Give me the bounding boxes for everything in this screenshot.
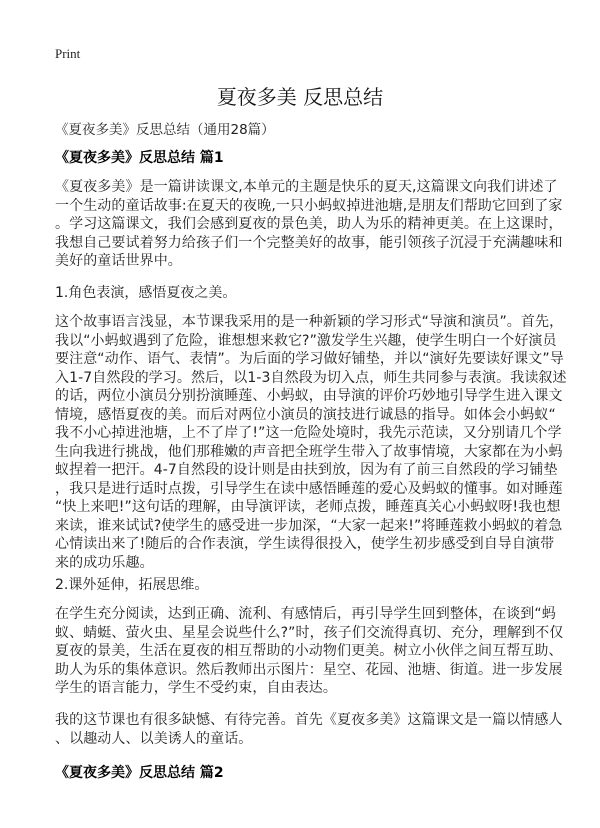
text-line: 我以“小蚂蚁遇到了危险，谁想想来救它?”激发学生兴趣，使学生明白一个好演员 <box>55 332 557 349</box>
text-line: 蚁捏着一把汗。4-7自然段的设计则是由扶到放，因为有了前三自然段的学习铺垫 <box>55 462 558 478</box>
paragraph-1 <box>55 178 563 271</box>
point-2: 2.课外延伸，拓展思维。 <box>55 577 209 593</box>
paragraph-2 <box>55 313 567 572</box>
text-line: 情境，感悟夏夜的美。而后对两位小演员的演技进行诚恳的指导。如体会小蚂蚁“ <box>55 406 556 423</box>
text-line: 生向我进行挑战，他们那稚嫩的声音把全班学生带入了故事情境，大家都在为小蚂 <box>55 443 563 460</box>
text-line: 这个故事语言浅显，本节课我采用的是一种新颖的学习形式“导演和演员”。首先， <box>55 314 564 330</box>
text-line: 学生的语言能力，学生不受约束，自由表达。 <box>55 680 337 696</box>
point-1: 1.角色表演，感悟夏夜之美。 <box>55 285 237 301</box>
text-line: 的话，两位小演员分别扮演睡莲、小蚂蚁，由导演的评价巧妙地引导学生进入课文 <box>55 388 563 404</box>
text-line: 一个生动的童话故事:在夏天的夜晚,一只小蚂蚁掉进池塘,是朋友们帮助它回到了家 <box>55 197 563 214</box>
text-line: 我不小心掉进池塘，上不了岸了!”这一危险处境时，我先示范读，又分别请几个学 <box>55 425 562 441</box>
text-line: 、以趣动人、以美诱人的童话。 <box>55 730 253 747</box>
text-line: “快上来吧!”这句话的理解，由导演评读，老师点拨，睡莲真关心小蚂蚁呀!我也想 <box>55 499 561 515</box>
section-heading-1: 《夏夜多美》反思总结 篇1 <box>55 150 224 166</box>
text-line: ，我只是进行适时点拨，引导学生在读中感悟睡莲的爱心及蚂蚁的懂事。如对睡莲 <box>55 480 563 497</box>
text-line: 来的成功乐趣。 <box>55 554 154 571</box>
text-line: 美好的童话世界中。 <box>55 253 182 269</box>
page-title: 夏夜多美 反思总结 <box>216 85 384 109</box>
text-line: 蚁、蜻蜓、萤火虫、星星会说些什么?”时，孩子们交流得真切、充分，理解到不仅 <box>55 624 564 641</box>
text-line: 在学生充分阅读，达到正确、流利、有感情后，再引导学生回到整体，在谈到“蚂 <box>55 606 556 622</box>
text-line: 来读，谁来试试?使学生的感受进一步加深，“大家一起来!”将睡莲救小蚂蚁的着急 <box>55 517 563 534</box>
paragraph-4 <box>55 711 563 748</box>
paragraph-3 <box>55 605 563 698</box>
text-line: 要注意“动作、语气、表情”。为后面的学习做好铺垫，并以“演好先要读好课文”导 <box>55 351 564 367</box>
subtitle: 《夏夜多美》反思总结（通用28篇） <box>55 122 275 138</box>
text-line: 。学习这篇课文，我们会感到夏夜的景色美，助人为乐的精神更美。在上这课时， <box>55 216 563 232</box>
text-line: 我的这节课也有很多缺憾、有待完善。首先《夏夜多美》这篇课文是一篇以情感人 <box>55 712 563 728</box>
text-line: 我想自己要试着努力给孩子们一个完整美好的故事，能引领孩子沉浸于充满趣味和 <box>55 234 563 251</box>
text-line: 入1-7自然段的学习。然后，以1-3自然段为切入点，师生共同参与表演。我读叙述 <box>55 369 567 386</box>
text-line: 心情读出来了!随后的合作表演，学生读得很投入，使学生初步感受到自导自演带 <box>55 536 555 552</box>
text-line: 《夏夜多美》是一篇讲读课文,本单元的主题是快乐的夏天,这篇课文向我们讲述了 <box>55 179 558 195</box>
text-line: 夏夜的景美，生活在夏夜的相互帮助的小动物们更美。树立小伙伴之间互帮互助、 <box>55 643 563 659</box>
text-line: 助人为乐的集体意识。然后教师出示图片：星空、花园、池塘、街道。进一步发展 <box>55 661 563 678</box>
print-label: Print <box>55 46 81 61</box>
section-heading-2: 《夏夜多美》反思总结 篇2 <box>55 765 224 781</box>
